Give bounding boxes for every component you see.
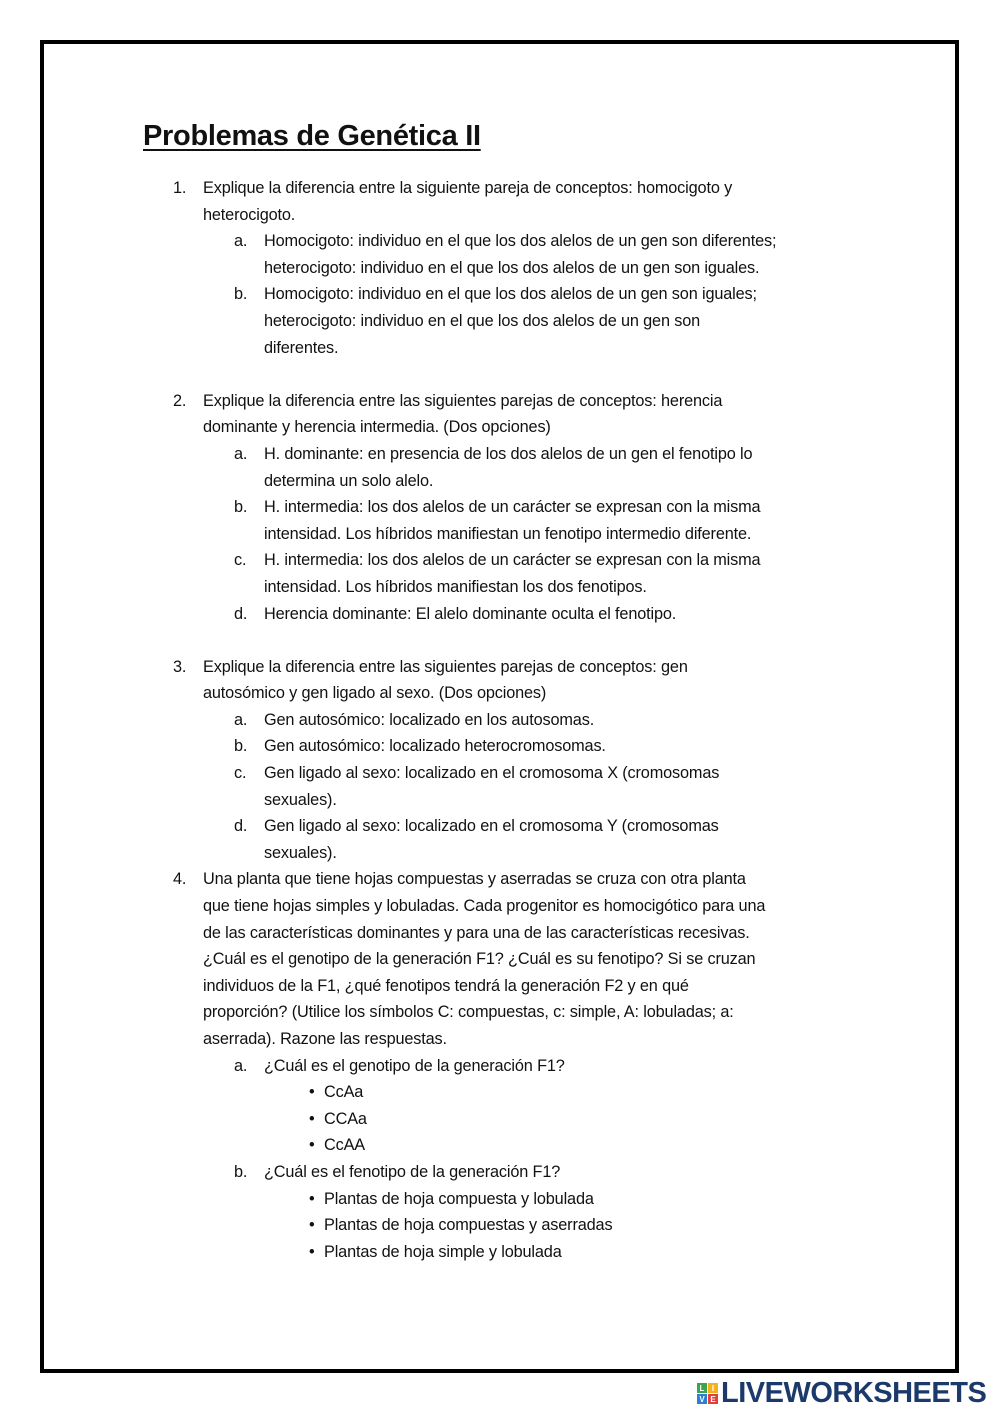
question-4 <box>0 866 1000 893</box>
option-text: Homocigoto: individuo en el que los dos alelos de un gen son diferentes; <box>264 232 777 251</box>
option-letter: c. <box>234 551 247 570</box>
bullet-icon: • <box>309 1189 315 1208</box>
option-text: sexuales). <box>264 790 337 809</box>
option-1b[interactable] <box>0 281 1000 308</box>
option-letter: b. <box>234 498 248 517</box>
live-tiles-icon <box>697 1383 718 1404</box>
question-3 <box>0 654 1000 681</box>
answer-option[interactable] <box>0 1212 1000 1239</box>
answer-option[interactable] <box>0 1079 1000 1106</box>
option-text: Gen ligado al sexo: localizado en el cromosoma X (cromosomas <box>264 764 720 783</box>
option-3c[interactable] <box>0 760 1000 787</box>
option-text: intensidad. Los híbridos manifiestan los dos fenotipos. <box>264 577 647 596</box>
tile: L <box>697 1383 707 1393</box>
answer-text: CCAa <box>324 1109 367 1128</box>
answer-option[interactable] <box>0 1186 1000 1213</box>
question-text: heterocigoto. <box>203 205 296 224</box>
liveworksheets-logo <box>697 1377 986 1410</box>
question-number: 1. <box>173 179 187 197</box>
bullet-icon: • <box>309 1242 315 1261</box>
option-2a[interactable] <box>0 441 1000 468</box>
option-letter: b. <box>234 737 248 756</box>
option-letter: b. <box>234 1162 248 1181</box>
option-letter: a. <box>234 1056 248 1075</box>
option-1a[interactable] <box>0 228 1000 255</box>
bullet-icon: • <box>309 1083 315 1102</box>
bullet-icon: • <box>309 1109 315 1128</box>
spacer <box>0 627 1000 654</box>
option-text: heterocigoto: individuo en el que los dos alelos de un gen son iguales. <box>264 258 760 277</box>
option-letter: a. <box>234 232 248 251</box>
option-text: heterocigoto: individuo en el que los dos alelos de un gen son <box>264 311 701 330</box>
question-text: Explique la diferencia entre la siguiente pareja de conceptos: homocigoto y <box>203 179 733 197</box>
answer-text: CcAA <box>324 1136 366 1155</box>
question-text: que tiene hojas simples y lobuladas. Cada progenitor es homocigótico para una <box>203 897 766 916</box>
bullet-icon: • <box>309 1216 315 1235</box>
answer-text: Plantas de hoja simple y lobulada <box>324 1242 562 1261</box>
option-text: H. dominante: en presencia de los dos alelos de un gen el fenotipo lo <box>264 444 753 463</box>
option-text: H. intermedia: los dos alelos de un carácter se expresan con la misma <box>264 551 761 570</box>
tile: I <box>708 1383 718 1393</box>
answer-option[interactable] <box>0 1106 1000 1133</box>
option-3b[interactable] <box>0 733 1000 760</box>
answer-option[interactable] <box>0 1132 1000 1159</box>
question-1 <box>0 175 1000 202</box>
question-2 <box>0 388 1000 415</box>
option-text: determina un solo alelo. <box>264 471 434 490</box>
tile: E <box>708 1394 718 1404</box>
option-3a[interactable] <box>0 707 1000 734</box>
answer-text: Plantas de hoja compuesta y lobulada <box>324 1189 594 1208</box>
question-text: proporción? (Utilice los símbolos C: compuestas, c: simple, A: lobuladas; a: <box>203 1003 734 1022</box>
worksheet-content <box>0 175 1000 1265</box>
tile: V <box>697 1394 707 1404</box>
question-text: aserrada). Razone las respuestas. <box>203 1030 447 1048</box>
option-letter: b. <box>234 285 248 304</box>
option-2d[interactable] <box>0 601 1000 628</box>
question-text: individuos de la F1, ¿qué fenotipos tendrá la generación F2 y en qué <box>203 976 689 995</box>
option-text: diferentes. <box>264 338 339 357</box>
brand-text: LIVEWORKSHEETS <box>721 1377 987 1409</box>
option-3d[interactable] <box>0 813 1000 840</box>
question-text: de las características dominantes y para una de las características recesivas. <box>203 923 750 942</box>
answer-text: CcAa <box>324 1083 364 1102</box>
option-2b[interactable] <box>0 494 1000 521</box>
question-text: ¿Cuál es el genotipo de la generación F1? ¿Cuál es su fenotipo? Si se cruzan <box>203 950 756 969</box>
question-text: Explique la diferencia entre las siguientes parejas de conceptos: herencia <box>203 391 723 410</box>
question-number: 2. <box>173 391 187 410</box>
page-title: Problemas de Genética II <box>143 120 481 152</box>
option-2c[interactable] <box>0 547 1000 574</box>
option-text: Homocigoto: individuo en el que los dos alelos de un gen son iguales; <box>264 285 757 304</box>
spacer <box>0 361 1000 388</box>
option-text: H. intermedia: los dos alelos de un carácter se expresan con la misma <box>264 498 761 517</box>
option-text: Gen autosómico: localizado en los autosomas. <box>264 710 595 729</box>
option-letter: d. <box>234 817 248 836</box>
option-text: Herencia dominante: El alelo dominante oculta el fenotipo. <box>264 604 677 623</box>
question-number: 4. <box>173 870 187 889</box>
answer-option[interactable] <box>0 1239 1000 1266</box>
subquestion-4b <box>0 1159 1000 1186</box>
answer-text: Plantas de hoja compuestas y aserradas <box>324 1216 613 1235</box>
subquestion-4a <box>0 1053 1000 1080</box>
question-number: 3. <box>173 657 187 676</box>
option-letter: d. <box>234 604 248 623</box>
option-letter: a. <box>234 710 248 729</box>
subquestion-text: ¿Cuál es el genotipo de la generación F1? <box>264 1056 565 1075</box>
option-letter: a. <box>234 444 248 463</box>
option-text: intensidad. Los híbridos manifiestan un fenotipo intermedio diferente. <box>264 524 752 543</box>
question-text: autosómico y gen ligado al sexo. (Dos opciones) <box>203 684 547 703</box>
question-text: Una planta que tiene hojas compuestas y aserradas se cruza con otra planta <box>203 870 746 889</box>
option-text: Gen ligado al sexo: localizado en el cromosoma Y (cromosomas <box>264 817 719 836</box>
bullet-icon: • <box>309 1136 315 1155</box>
option-letter: c. <box>234 764 247 783</box>
subquestion-text: ¿Cuál es el fenotipo de la generación F1? <box>264 1162 561 1181</box>
question-text: dominante y herencia intermedia. (Dos opciones) <box>203 418 551 437</box>
question-text: Explique la diferencia entre las siguientes parejas de conceptos: gen <box>203 657 688 676</box>
option-text: Gen autosómico: localizado heterocromosomas. <box>264 737 606 756</box>
option-text: sexuales). <box>264 843 337 862</box>
